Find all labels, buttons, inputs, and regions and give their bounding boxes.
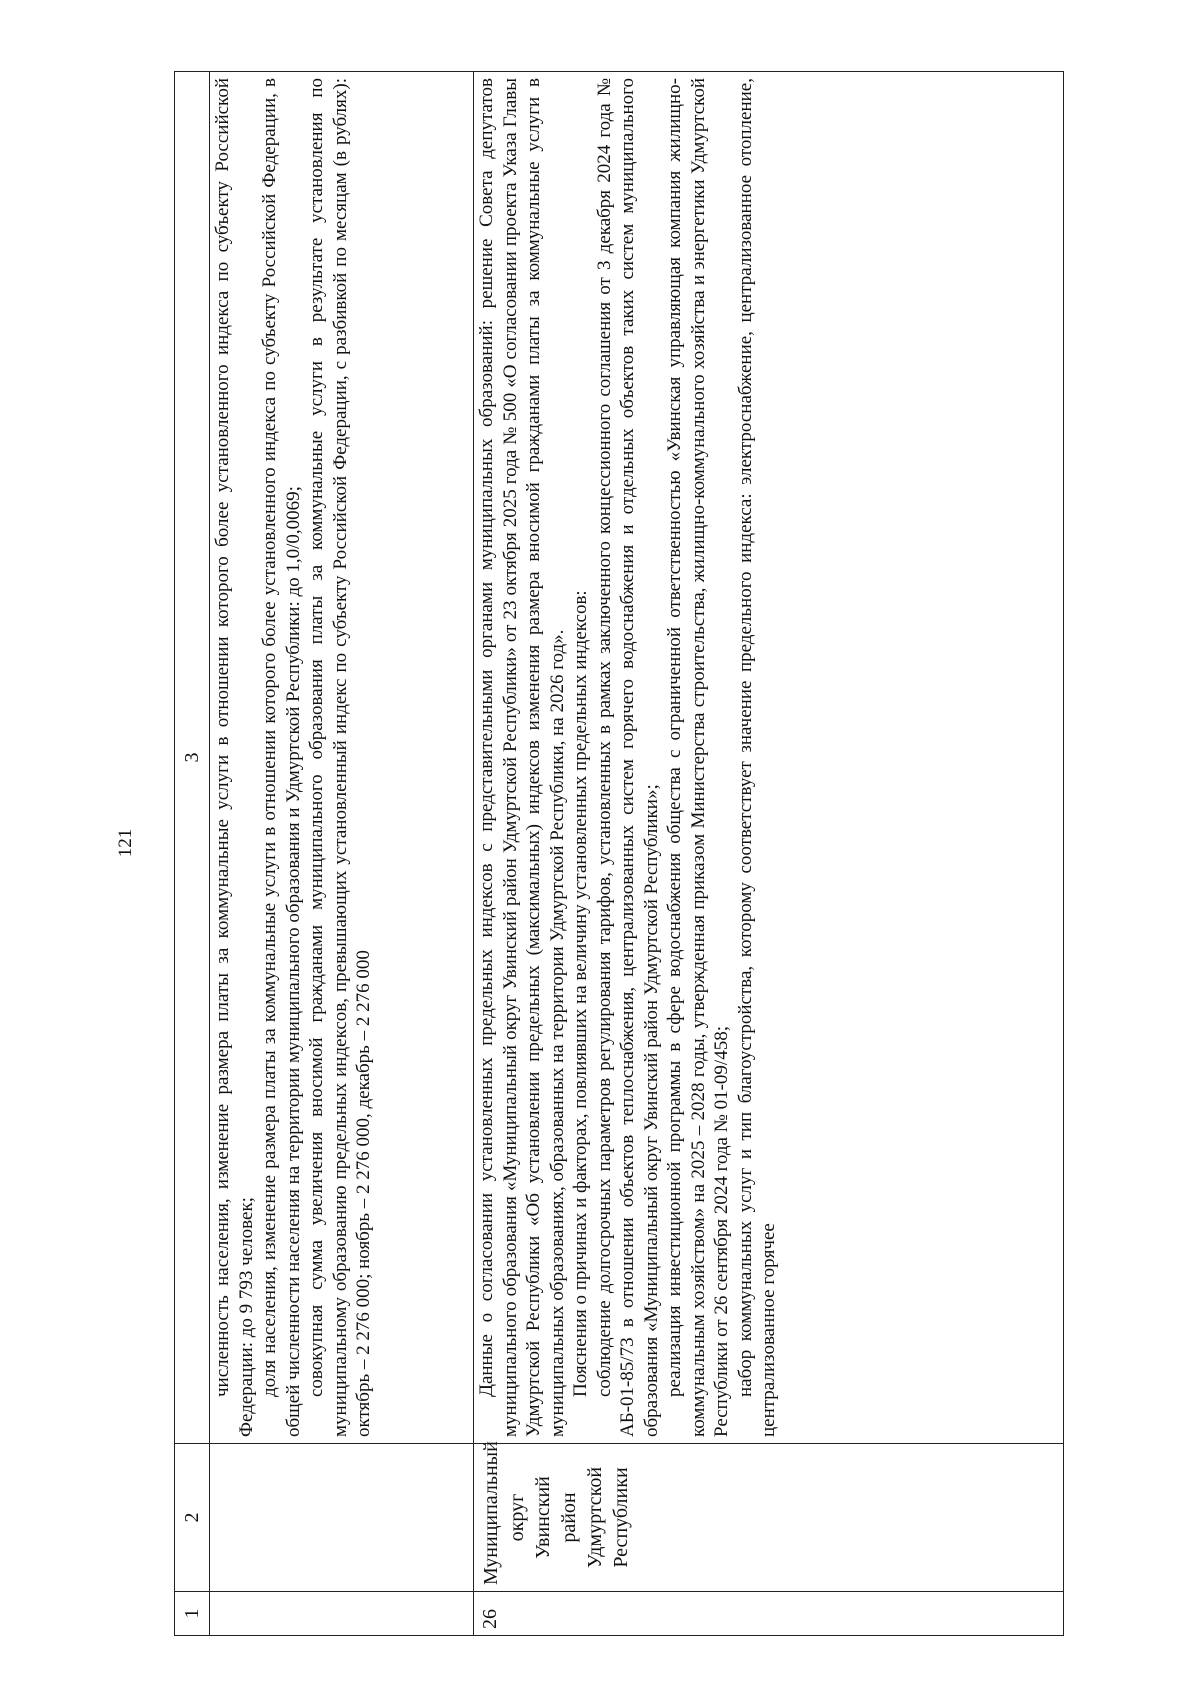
table-row xyxy=(210,72,474,1636)
row-content xyxy=(210,72,474,1444)
page-number: 121 xyxy=(115,828,136,858)
paragraph: доля населения, изменение размера платы за коммунальные услуги в отношении которого более установленного индекса по субъекту Российской Федерации, в общей численности населения на территории муниципального образования и Удмуртской Республики: до 1,0/0,0069; xyxy=(259,78,304,1437)
table-row xyxy=(474,72,1064,1636)
rotated-table-container xyxy=(174,72,1064,1636)
row-number xyxy=(210,1592,474,1636)
paragraph: Пояснения о причинах и факторах, повлиявших на величину установленных предельных индексов: xyxy=(570,590,591,1397)
region-name xyxy=(210,1444,474,1592)
paragraph: соблюдение долгосрочных параметров регулирования тарифов, установленных в рамках заключенного концессионного соглашения от 3 декабря 2024 года № АБ-01-85/73 в отношении объектов теплоснабжения, централизованных систем горячего водоснабжения и отдельных объектов таких систем муниципального образования «Муниципальный округ Увинский район Удмуртской Республики»; xyxy=(593,78,662,1437)
paragraph: численность населения, изменение размера платы за коммунальные услуги в отношении которого более установленного индекса по субъекту Российской Федерации: до 9 793 человек; xyxy=(212,78,257,1437)
region-name: Муниципальный округ Увинский район Удмуртской Республики xyxy=(474,1444,1064,1592)
paragraph: совокупная сумма увеличения вносимой гражданами муниципального образования платы за коммунальные услуги в результате установления по муниципальному образованию предельных индексов, превышающих установленный индекс по субъекту Российской Федерации, с разбивкой по месяцам (в рублях): октябрь – 2 276 000; ноябрь – 2 276 000, декабрь – 2 276 000 xyxy=(306,78,374,1437)
header-col-3: 3 xyxy=(175,72,210,1444)
row-content xyxy=(474,72,1064,1444)
header-col-2: 2 xyxy=(175,1444,210,1592)
data-table xyxy=(174,71,1064,1636)
paragraph: Данные о согласовании установленных предельных индексов с представительными органами муниципальных образований: решение Совета депутатов муниципального образования «Муниципальный округ Увинский район Удмуртской Республики» от 23 октября 2025 года № 500 «О согласовании проекта Указа Главы Удмуртской Республики «Об установлении предельных (максимальных) индексов изменения размера вносимой гражданами платы за коммунальные услуги в муниципальных образованиях, образованных на территории Удмуртской Республики, на 2026 год». xyxy=(476,78,568,1437)
paragraph: набор коммунальных услуг и тип благоустройства, которому соответствует значение предельного индекса: электроснабжение, централизованное отопление, централизованное горячее xyxy=(734,78,779,1437)
paragraph: реализация инвестиционной программы в сфере водоснабжения общества с ограниченной ответственностью «Увинская управляющая компания жилищно-коммунальным хозяйством» на 2025 – 2028 годы, утвержденная приказом Министерства строительства, жилищно-коммунального хозяйства и энергетики Удмуртской Республики от 26 сентября 2024 года № 01-09/458; xyxy=(664,78,732,1437)
table-header-row xyxy=(175,72,210,1636)
row-number: 26 xyxy=(474,1592,1064,1636)
header-col-1: 1 xyxy=(175,1592,210,1636)
